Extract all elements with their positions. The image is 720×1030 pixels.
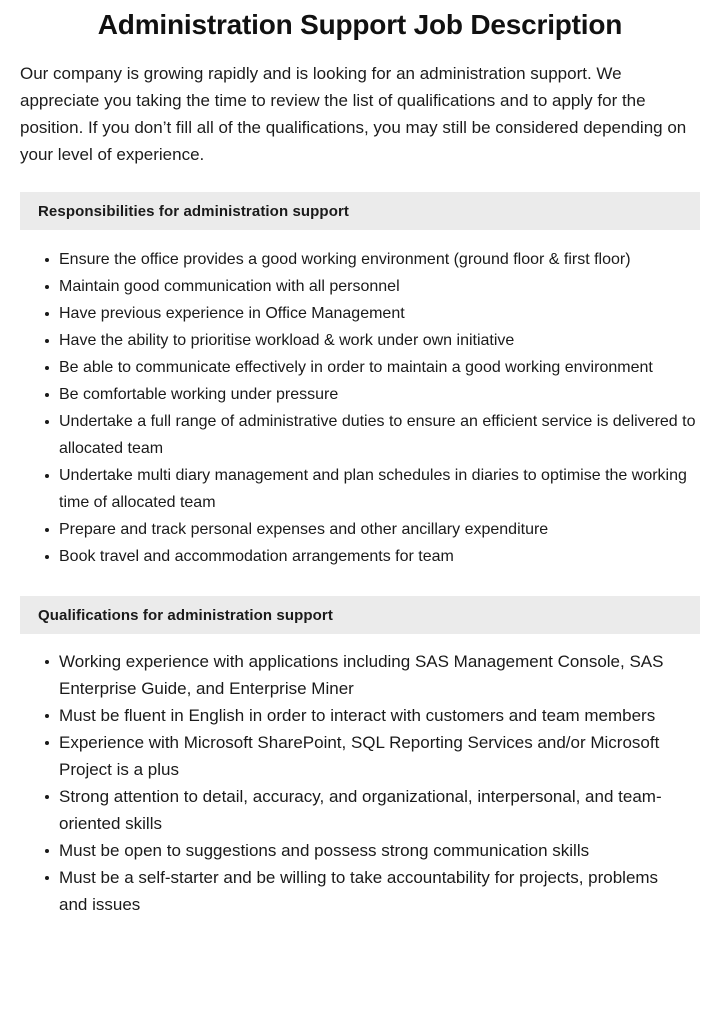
list-item: [0, 729, 680, 783]
list-item-text: Maintain good communication with all personnel: [59, 278, 400, 295]
list-item: [0, 543, 696, 570]
list-item-text: Have the ability to prioritise workload & work under own initiative: [59, 332, 515, 349]
list-item: [0, 381, 696, 408]
list-item: [0, 408, 696, 462]
list-item: [0, 300, 696, 327]
section-title-qualifications: Qualifications for administration support: [38, 606, 333, 624]
list-item-text: Experience with Microsoft SharePoint, SQL Reporting Services and/or Microsoft Project is a plus: [59, 733, 660, 779]
list-item: [0, 273, 696, 300]
list-item-text: Undertake multi diary management and plan schedules in diaries to optimise the working time of allocated team: [59, 467, 687, 511]
section-title-responsibilities: Responsibilities for administration support: [38, 202, 349, 220]
section-header-responsibilities: [20, 192, 700, 230]
list-item: [0, 864, 680, 918]
section-header-qualifications: [20, 596, 700, 634]
list-item: [0, 702, 680, 729]
list-item: [0, 783, 680, 837]
list-item: [0, 246, 696, 273]
list-item-text: Strong attention to detail, accuracy, and organizational, interpersonal, and team-oriented skills: [59, 787, 662, 833]
list-item-text: Undertake a full range of administrative duties to ensure an efficient service is delivered to allocated team: [59, 413, 696, 457]
qualifications-list: [0, 648, 720, 918]
list-item-text: Ensure the office provides a good working environment (ground floor & first floor): [59, 251, 631, 268]
list-item: [0, 327, 696, 354]
list-item-text: Be able to communicate effectively in order to maintain a good working environment: [59, 359, 653, 376]
list-item-text: Have previous experience in Office Management: [59, 305, 405, 322]
list-item: [0, 462, 696, 516]
list-item-text: Must be a self-starter and be willing to take accountability for projects, problems and issues: [59, 868, 659, 914]
responsibilities-list: [0, 246, 720, 570]
list-item-text: Must be fluent in English in order to interact with customers and team members: [59, 706, 656, 725]
list-item: [0, 516, 696, 543]
list-item: [0, 648, 680, 702]
list-item-text: Must be open to suggestions and possess strong communication skills: [59, 841, 590, 860]
list-item-text: Prepare and track personal expenses and other ancillary expenditure: [59, 521, 549, 538]
list-item-text: Book travel and accommodation arrangements for team: [59, 548, 454, 565]
page-title: Administration Support Job Description: [97, 9, 623, 40]
list-item-text: Working experience with applications including SAS Management Console, SAS Enterprise Guide, and Enterprise Miner: [59, 652, 664, 698]
intro-paragraph: Our company is growing rapidly and is looking for an administration support. We appreciate you taking the time to review the list of qualifications and to apply for the position. If you don’t fill all of the qualifications, you may still be considered depending on your level of experience.: [20, 64, 687, 164]
list-item: [0, 837, 680, 864]
list-item-text: Be comfortable working under pressure: [59, 386, 339, 403]
list-item: [0, 354, 696, 381]
